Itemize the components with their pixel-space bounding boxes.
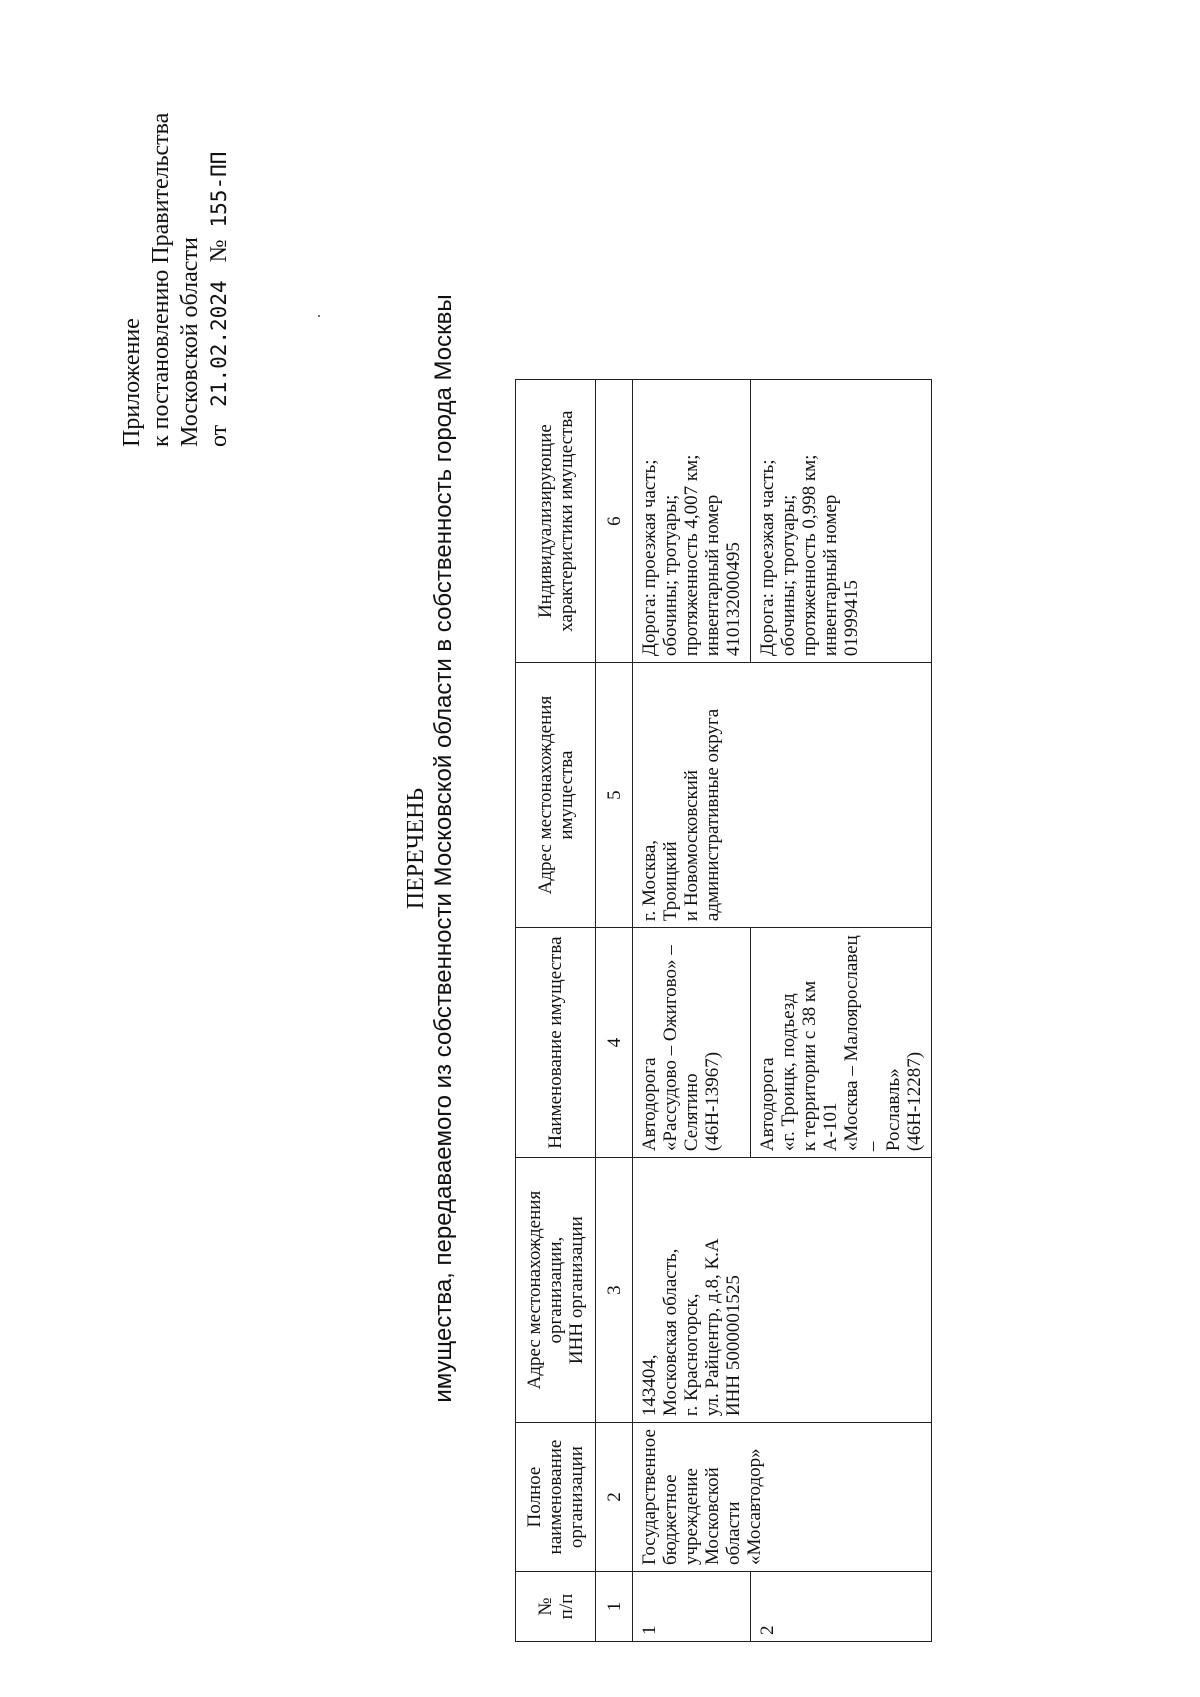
row-number: 1 — [633, 1572, 751, 1642]
property-name-cell: Автодорога «г. Троицк, подъезд к территории с 38 км А-101 «Москва – Малоярославец – Рославль» (46Н-12287) — [751, 928, 932, 1158]
column-number: 5 — [596, 663, 633, 928]
scan-speck — [318, 315, 320, 317]
column-number: 6 — [596, 380, 633, 663]
property-name-cell: Автодорога «Рассудово – Ожигово» – Селятино (46Н-13967) — [633, 928, 751, 1158]
approval-block — [118, 113, 234, 447]
approval-line-3: Московской области — [177, 237, 203, 447]
document-title-block — [402, 0, 458, 1697]
column-number: 2 — [596, 1423, 633, 1572]
document-subtitle: имущества, передаваемого из собственности Московской области в собственность города Москвы — [430, 294, 457, 1403]
approval-line-2: к постановлению Правительства — [148, 112, 174, 447]
document-heading: ПЕРЕЧЕНЬ — [403, 787, 429, 910]
column-number: 1 — [596, 1572, 633, 1642]
approval-line-1: Приложение — [119, 318, 145, 447]
approval-number-label: № — [206, 239, 232, 263]
header-property-address: Адрес местонахождения имущества — [516, 663, 596, 928]
table-header-row — [516, 380, 596, 1642]
column-number: 4 — [596, 928, 633, 1158]
characteristics-cell: Дорога: проезжая часть; обочины; тротуары; протяженность 4,007 км; инвентарный номер 410132000495 — [633, 380, 751, 663]
row-number: 2 — [751, 1572, 932, 1642]
property-address-cell: г. Москва, Троицкий и Новомосковский административные округа — [633, 663, 932, 928]
table-row — [633, 380, 751, 1642]
header-property-name: Наименование имущества — [516, 928, 596, 1158]
approval-date-line — [205, 113, 234, 447]
org-name-cell: Государственное бюджетное учреждение Московской области «Мосавтодор» — [633, 1423, 932, 1572]
org-address-cell: 143404, Московская область, г. Красногорск, ул. Райцентр, д.8, К.А ИНН 5000001525 — [633, 1158, 932, 1423]
property-table — [515, 379, 932, 1642]
column-number: 3 — [596, 1158, 633, 1423]
approval-number: 155-ПП — [207, 151, 231, 228]
header-org-name: Полное наименование организации — [516, 1423, 596, 1572]
header-characteristics: Индивидуализирующие характеристики имущества — [516, 380, 596, 663]
header-org-address: Адрес местонахождения организации, ИНН организации — [516, 1158, 596, 1423]
column-number-row — [596, 380, 633, 1642]
approval-date: 21.02.2024 — [207, 280, 231, 407]
header-no: № п/п — [516, 1572, 596, 1642]
approval-from-label: от — [206, 424, 232, 447]
characteristics-cell: Дорога: проезжая часть; обочины; тротуары; протяженность 0,998 км; инвентарный номер 01999415 — [751, 380, 932, 663]
